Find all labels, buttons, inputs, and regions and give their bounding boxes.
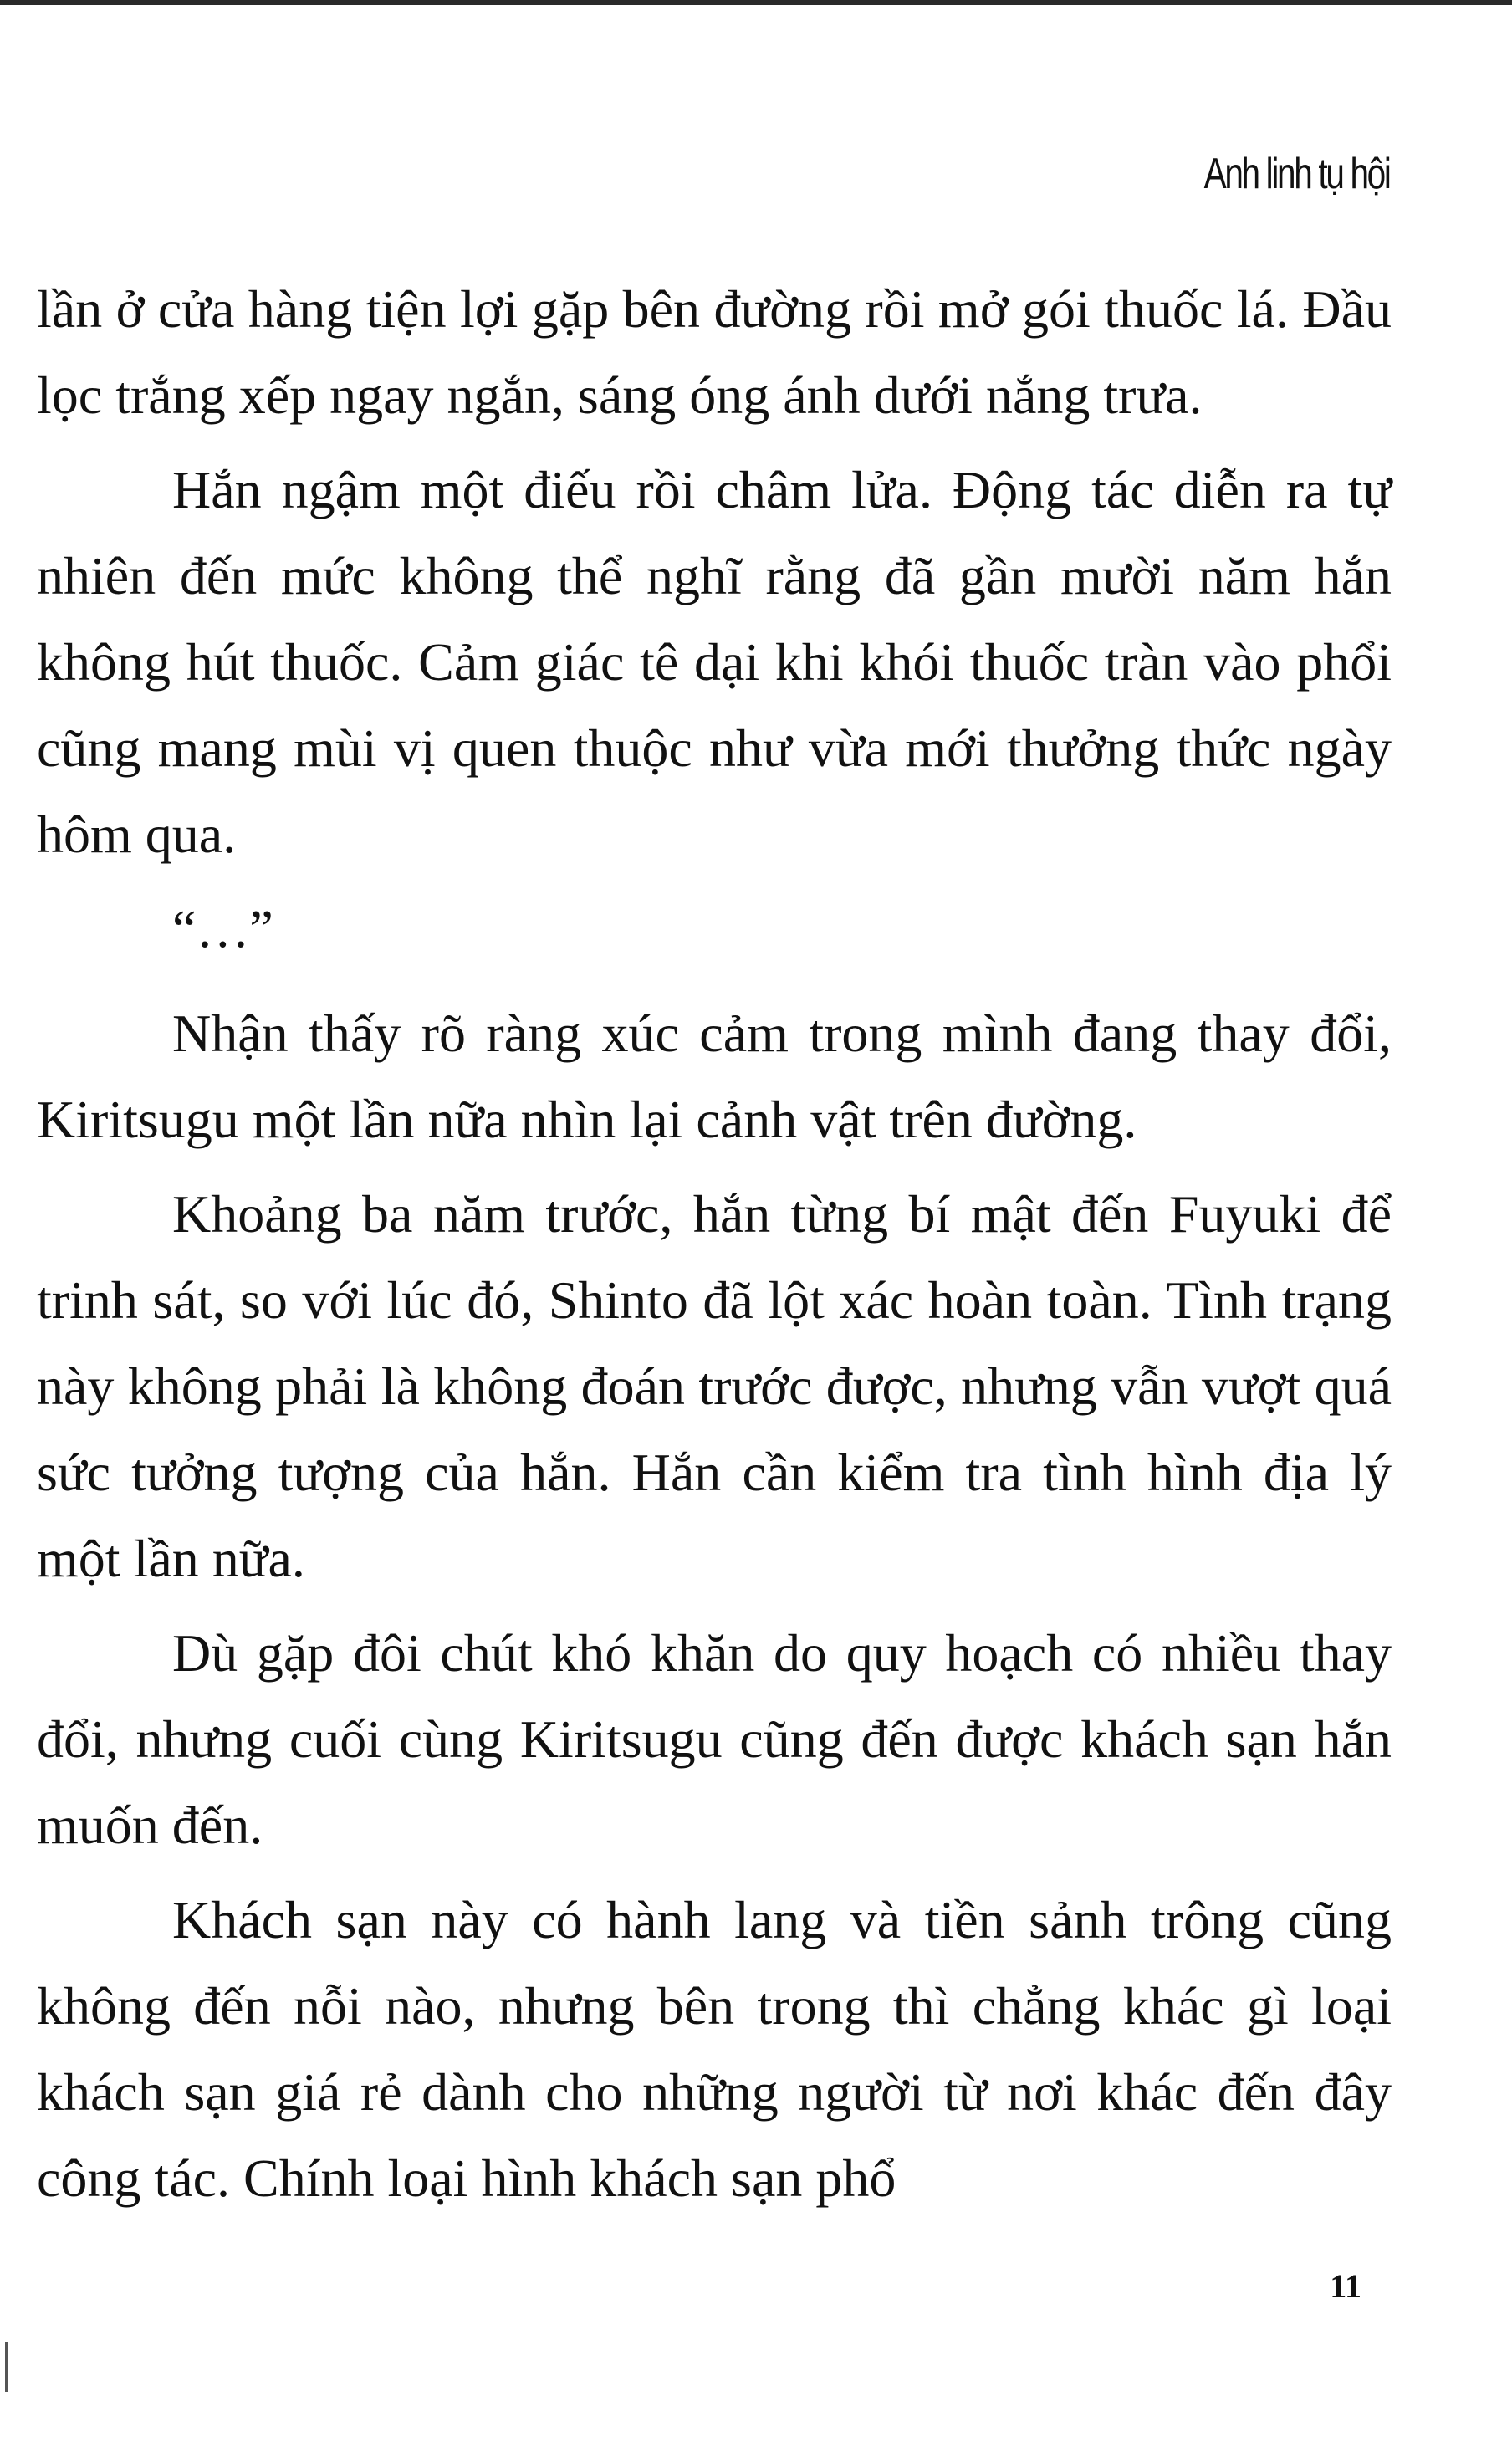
scan-edge-mark — [5, 2342, 8, 2392]
paragraph: Khoảng ba năm trước, hắn từng bí mật đến Fuyuki để trinh sát, so với lúc đó, Shinto đã lột xác hoàn toàn. Tình trạng này không phải là không đoán trước được, nhưng vẫn vượt quá sức tưởng tượng của hắn. Hắn cần kiểm tra tình hình địa lý một lần nữa. — [37, 1184, 1392, 1588]
paragraph: Hắn ngậm một điếu rồi châm lửa. Động tác diễn ra tự nhiên đến mức không thể nghĩ rằng đã gần mười năm hắn không hút thuốc. Cảm giác tê dại khi khói thuốc tràn vào phổi cũng mang mùi vị quen thuộc như vừa mới thưởng thức ngày hôm qua. — [37, 460, 1392, 864]
ellipsis-dialogue: “…” — [172, 899, 273, 958]
top-edge-rule — [0, 0, 1512, 5]
body-text — [37, 266, 1392, 2230]
paragraph: Khách sạn này có hành lang và tiền sảnh trông cũng không đến nỗi nào, nhưng bên trong thì chẳng khác gì loại khách sạn giá rẻ dành cho những người từ nơi khác đến đây công tác. Chính loại hình khách sạn phổ — [37, 1890, 1392, 2208]
paragraph: Nhận thấy rõ ràng xúc cảm trong mình đang thay đổi, Kiritsugu một lần nữa nhìn lại cảnh vật trên đường. — [37, 1004, 1392, 1149]
page-number: 11 — [1330, 2267, 1361, 2305]
paragraph: lần ở cửa hàng tiện lợi gặp bên đường rồi mở gói thuốc lá. Đầu lọc trắng xếp ngay ngắn, sáng óng ánh dưới nắng trưa. — [37, 279, 1392, 425]
running-header: Anh linh tụ hội — [1204, 150, 1390, 198]
paragraph: Dù gặp đôi chút khó khăn do quy hoạch có nhiều thay đổi, nhưng cuối cùng Kiritsugu cũng đến được khách sạn hắn muốn đến. — [37, 1623, 1392, 1855]
